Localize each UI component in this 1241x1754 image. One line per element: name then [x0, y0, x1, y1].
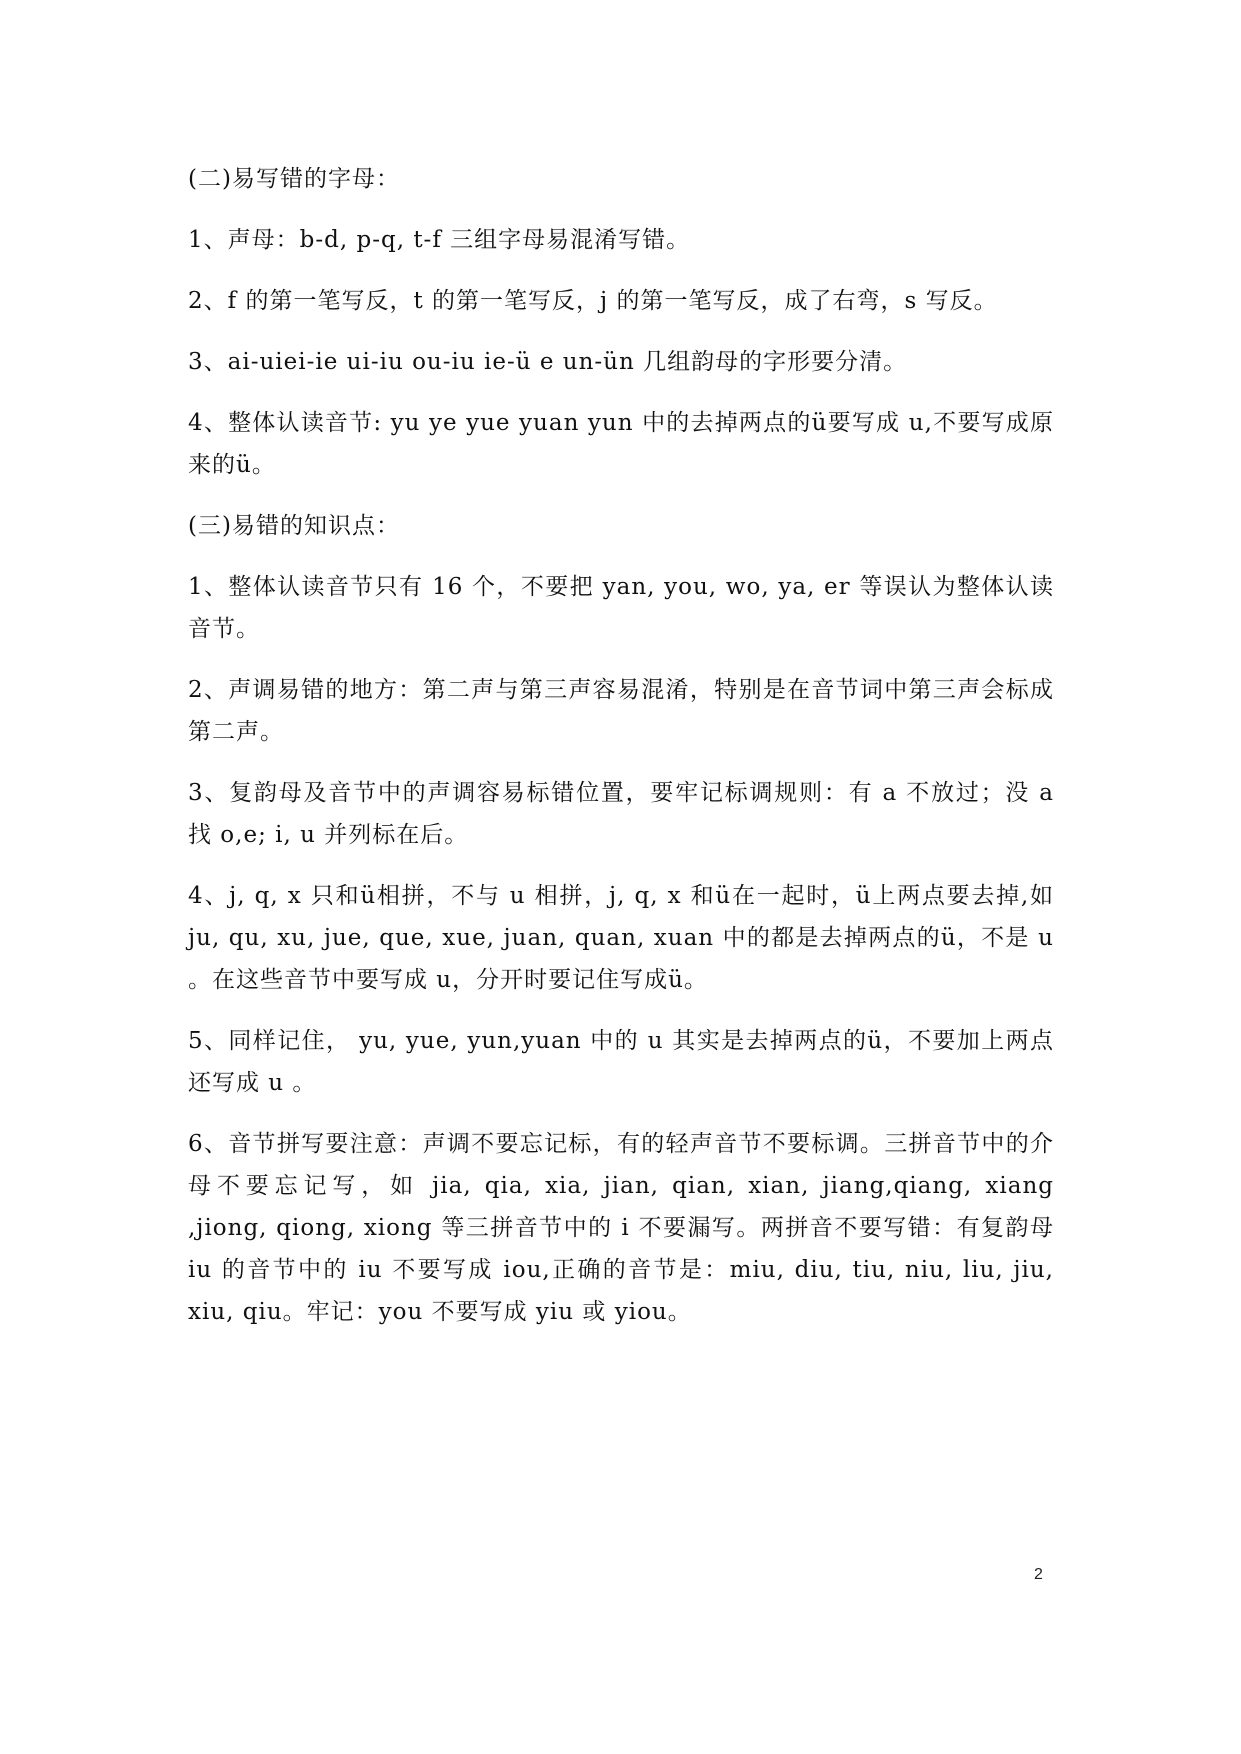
- section-easily-miswritten-letters: [188, 158, 1054, 486]
- list-item: 4、整体认读音节: yu ye yue yuan yun 中的去掉两点的ü要写成 u,不要写成原来的ü。: [188, 410, 1054, 478]
- list-item: 2、f 的第一笔写反，t 的第一笔写反，j 的第一笔写反，成了右弯，s 写反。: [188, 288, 998, 314]
- list-item: 1、整体认读音节只有 16 个，不要把 yan, you, wo, ya, er 等误认为整体认读音节。: [188, 574, 1054, 642]
- page-number: 2: [1034, 1566, 1043, 1583]
- list-item: 3、ai-uiei-ie ui-iu ou-iu ie-ü e un-ün 几组韵母的字形要分清。: [188, 349, 908, 375]
- list-item: 5、同样记住， yu, yue, yun,yuan 中的 u 其实是去掉两点的ü，不要加上两点还写成 u 。: [188, 1028, 1054, 1096]
- list-item: 1、声母：b-d, p-q, t-f 三组字母易混淆写错。: [188, 227, 691, 253]
- list-item: 4、j, q, x 只和ü相拼，不与 u 相拼，j, q, x 和ü在一起时，ü上两点要去掉,如 ju, qu, xu, jue, que, xue, juan, quan, xuan 中的都是去掉两点的ü，不是 u 。在这些音节中要写成 u，分开时要记住写成ü。: [188, 883, 1054, 993]
- list-item: 3、复韵母及音节中的声调容易标错位置，要牢记标调规则：有 a 不放过；没 a 找 o,e; i, u 并列标在后。: [188, 780, 1054, 848]
- document-body: [188, 158, 1054, 1352]
- section-heading: (三)易错的知识点：: [188, 513, 400, 539]
- list-item: 6、音节拼写要注意：声调不要忘记标，有的轻声音节不要标调。三拼音节中的介母不要忘记写，如 jia, qia, xia, jian, qian, xian, jiang,qiang, xiang ,jiong, qiong, xiong 等三拼音节中的 i 不要漏写。两拼音不要写错：有复韵母 iu 的音节中的 iu 不要写成 iou,正确的音节是：miu, diu, tiu, niu, liu, jiu, xiu, qiu。牢记：you 不要写成 yiu 或 yiou。: [188, 1131, 1054, 1325]
- section-error-prone-points: [188, 505, 1054, 1333]
- section-heading: (二)易写错的字母：: [188, 166, 400, 192]
- list-item: 2、声调易错的地方：第二声与第三声容易混淆，特别是在音节词中第三声会标成第二声。: [188, 677, 1054, 745]
